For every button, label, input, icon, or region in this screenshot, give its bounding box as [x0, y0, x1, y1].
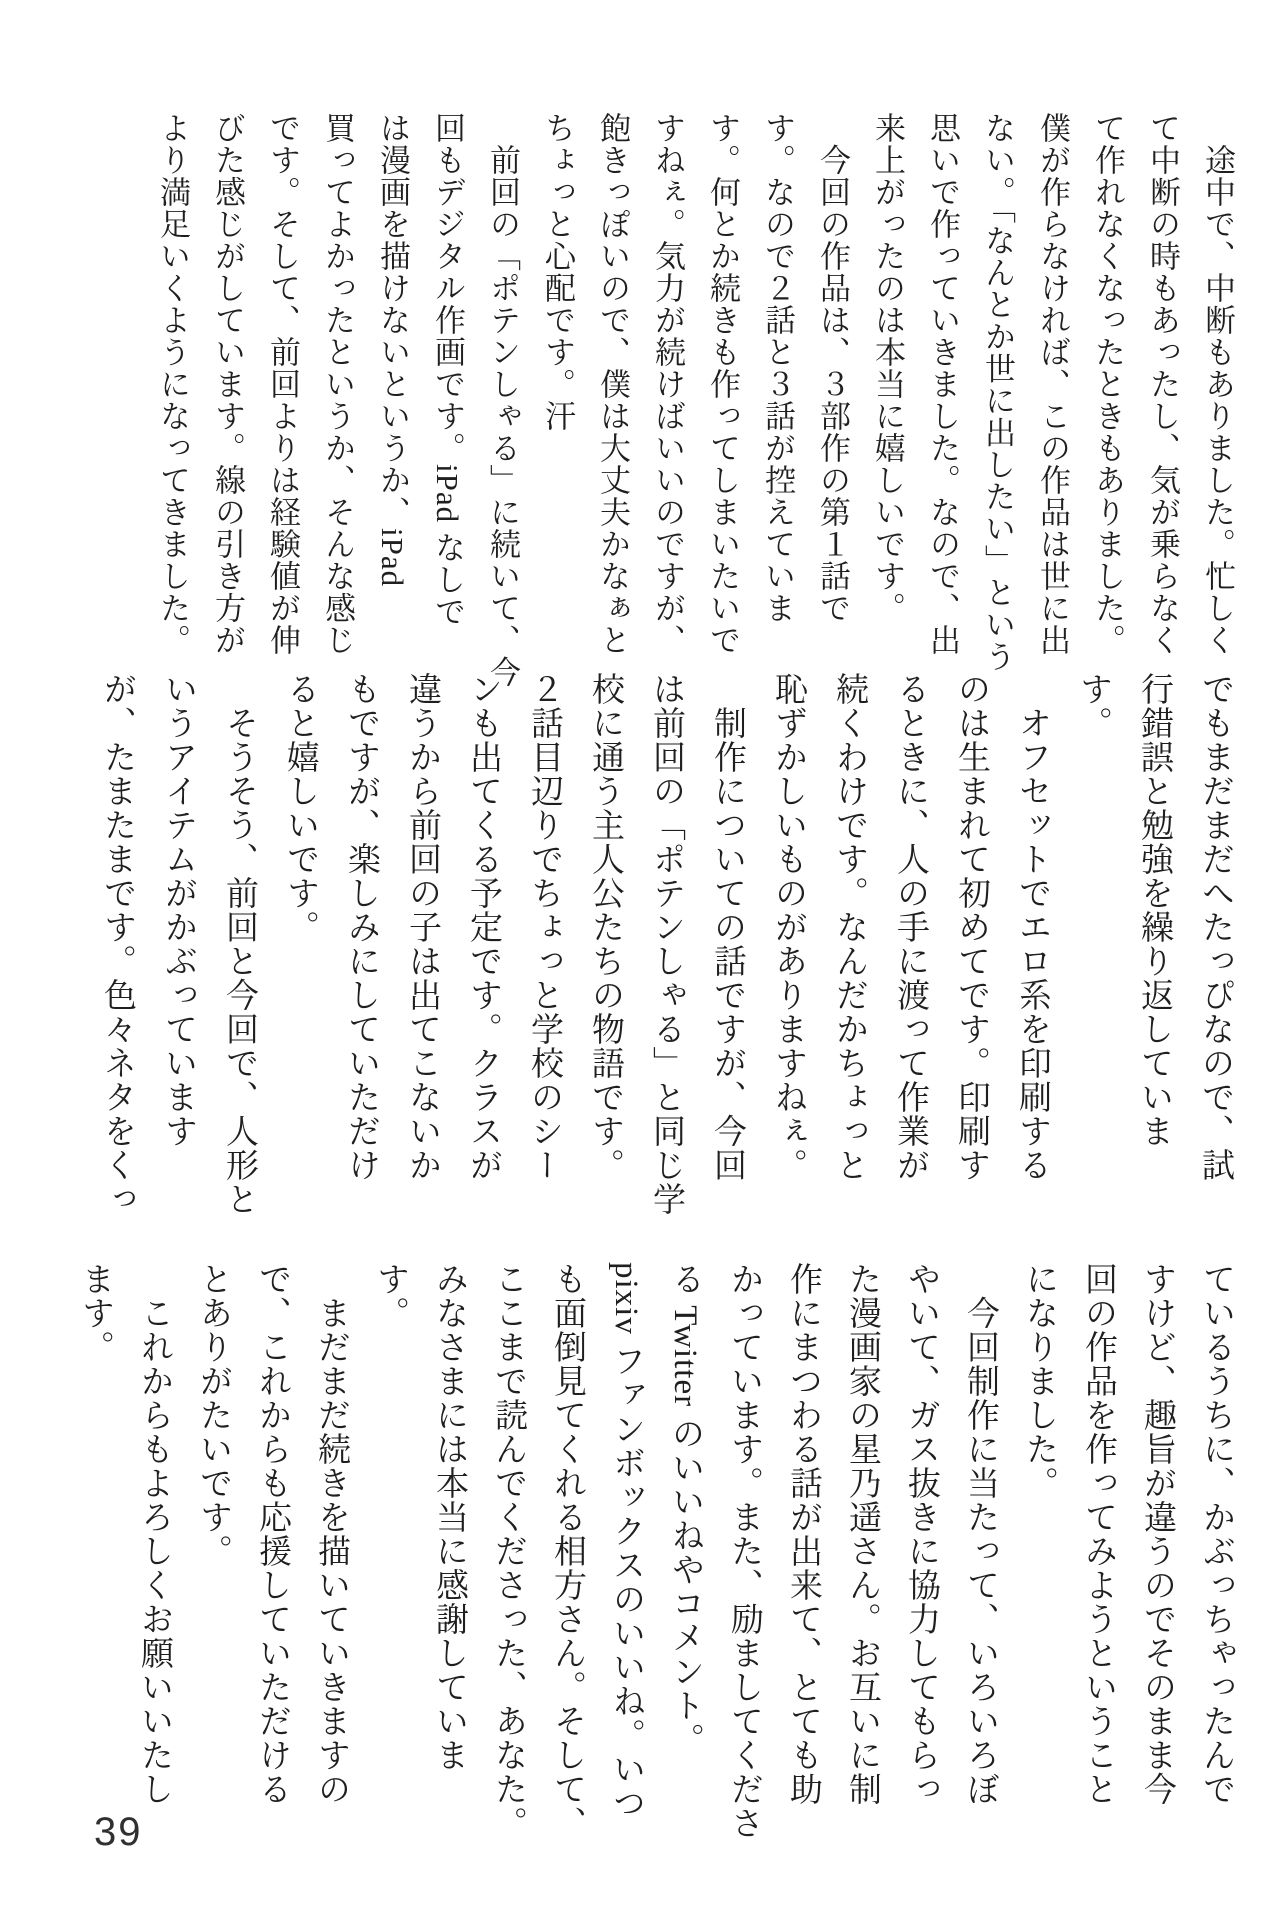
text-column: ない。「なんとか世に出したい」という [980, 112, 1015, 673]
text-column: みなさまには本当に感謝していま [431, 1262, 467, 1772]
text-column: るときに、人の手に渡って作業が [892, 672, 928, 1182]
text-column: 買ってよかったというか、そんな感じ [320, 112, 355, 656]
text-column: 僕が作らなければ、この作品は世に出 [1035, 112, 1070, 656]
text-column: になりました。 [1021, 1262, 1057, 1500]
text-column: のは生まれて初めてです。印刷す [953, 672, 989, 1182]
text-column: ちょっと心配です。汗 [540, 112, 575, 432]
text-column: も面倒見てくれる相方さん。そして、 [549, 1262, 585, 1840]
afterword-section-1 [145, 112, 1245, 688]
text-column: です。そして、前回よりは経験値が伸 [265, 112, 300, 656]
text-column: ２話目辺りでちょっと学校のシー [526, 672, 562, 1182]
text-column: より満足いくようになってきました。 [155, 112, 190, 656]
text-column: 違うから前回の子は出てこないか [404, 672, 440, 1182]
text-column: pixiv ファンボックスのいいね。いつ [608, 1262, 644, 1821]
text-column: 今回制作に当たって、いろいろぼ [962, 1262, 998, 1806]
text-column: す。なので２話と３話が控えていま [760, 112, 795, 624]
text-column: が、たまたまです。色々ネタをくっ [99, 672, 135, 1216]
text-column: そうそう、前回と今回で、人形と [221, 672, 257, 1216]
text-column: 行錯誤と勉強を繰り返していま [1136, 672, 1172, 1148]
text-column: とありがたいです。 [195, 1262, 231, 1568]
text-column: で、これからも応援していただける [254, 1262, 290, 1806]
text-column: 今回の作品は、３部作の第１話で [815, 112, 850, 624]
text-column: かっています。また、励ましてくださ [726, 1262, 762, 1840]
text-column: いうアイテムがかぶっています [160, 672, 196, 1148]
text-column: ここまで読んでくださった、あなた。 [490, 1262, 526, 1840]
text-column: 思いで作っていきました。なので、出 [925, 112, 960, 656]
text-column: 作にまつわる話が出来て、とても助 [785, 1262, 821, 1806]
text-column: 続くわけです。なんだかちょっと [831, 672, 867, 1182]
text-column: 制作についての話ですが、今回 [709, 672, 745, 1182]
page-number: 39 [94, 1810, 143, 1854]
text-column: す。 [1075, 672, 1111, 740]
text-column: て作れなくなったときもありました。 [1090, 112, 1125, 656]
text-column: 前回の「ポテンしゃる」に続いて、今 [485, 112, 520, 688]
text-column: 来上がったのは本当に嬉しいです。 [870, 112, 905, 624]
text-column: やいて、ガス抜きに協力してもらっ [903, 1262, 939, 1806]
text-column: これからもよろしくお願いいたし [136, 1262, 172, 1806]
text-column: て中断の時もあったし、気が乗らなく [1145, 112, 1180, 656]
text-column: る Twitter のいいねやコメント。 [667, 1262, 703, 1757]
afterword-section-2 [86, 672, 1245, 1216]
text-column: でもまだまだへたっぴなので、試 [1197, 672, 1233, 1182]
text-column: すねぇ。気力が続けばいいのですが、 [650, 112, 685, 656]
text-column: す。 [372, 1262, 408, 1330]
text-column: す。何とか続きも作ってしまいたいで [705, 112, 740, 656]
text-column: 回の作品を作ってみようということ [1080, 1262, 1116, 1806]
text-column: ンも出てくる予定です。クラスが [465, 672, 501, 1182]
text-column: びた感じがしています。線の引き方が [210, 112, 245, 656]
text-column: もですが、楽しみにしていただけ [343, 672, 379, 1182]
text-column: は前回の「ポテンしゃる」と同じ学 [648, 672, 684, 1216]
text-column: ます。 [77, 1262, 113, 1364]
text-column: すけど、趣旨が違うのでそのまま今 [1139, 1262, 1175, 1806]
text-column: まだまだ続きを描いていきますの [313, 1262, 349, 1806]
text-column: 飽きっぽいので、僕は大丈夫かなぁと [595, 112, 630, 656]
text-column: 回もデジタル作画です。iPad なしで [430, 112, 465, 628]
text-column: た漫画家の星乃遥さん。お互いに制 [844, 1262, 880, 1806]
text-column: 恥ずかしいものがありますねぇ。 [770, 672, 806, 1182]
text-column: ているうちに、かぶっちゃったんで [1198, 1262, 1234, 1806]
text-column: オフセットでエロ系を印刷する [1014, 672, 1050, 1182]
text-column: 校に通う主人公たちの物語です。 [587, 672, 623, 1182]
text-column: は漫画を描けないというか、iPad [375, 112, 410, 588]
text-column: 途中で、中断もありました。忙しく [1200, 112, 1235, 656]
text-column: ると嬉しいです。 [282, 672, 318, 944]
